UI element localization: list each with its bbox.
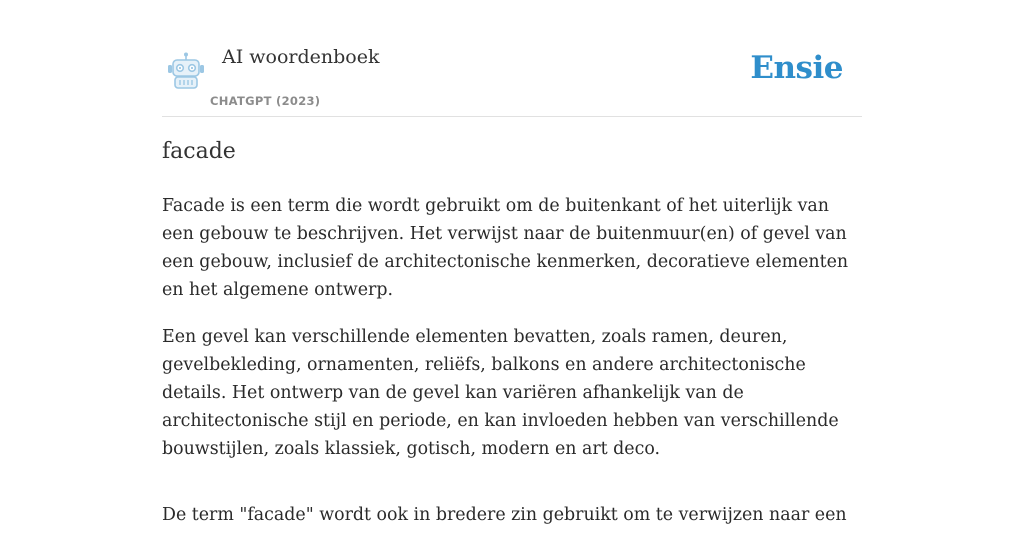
definition-paragraph: Een gevel kan verschillende elementen bevatten, zoals ramen, deuren, gevelbekleding, ornamenten, reliëfs, balkons en andere architectonische details. Het ontwerp van de gevel kan variëren afhankelijk van de architectonische stijl en periode, en kan invloeden hebben van verschillende bouwstijlen, zoals klassiek, gotisch, modern en art deco. [162, 327, 839, 459]
term-title: facade [162, 139, 236, 164]
ensie-logo[interactable]: Ensie [750, 50, 843, 86]
definition-paragraph: De term "facade" wordt ook in bredere zin gebruikt om te verwijzen naar een [162, 505, 847, 525]
definition-content [162, 192, 862, 548]
dictionary-header [162, 40, 862, 117]
dictionary-source: CHATGPT (2023) [210, 94, 321, 108]
robot-icon [166, 52, 206, 90]
definition-paragraph: Facade is een term die wordt gebruikt om de buitenkant of het uiterlijk van een gebouw te beschrijven. Het verwijst naar de buitenmuur(en) of gevel van een gebouw, inclusief de architectonische kenmerken, decoratieve elementen en het algemene ontwerp. [162, 196, 849, 300]
dictionary-title: AI woordenboek [222, 46, 380, 68]
